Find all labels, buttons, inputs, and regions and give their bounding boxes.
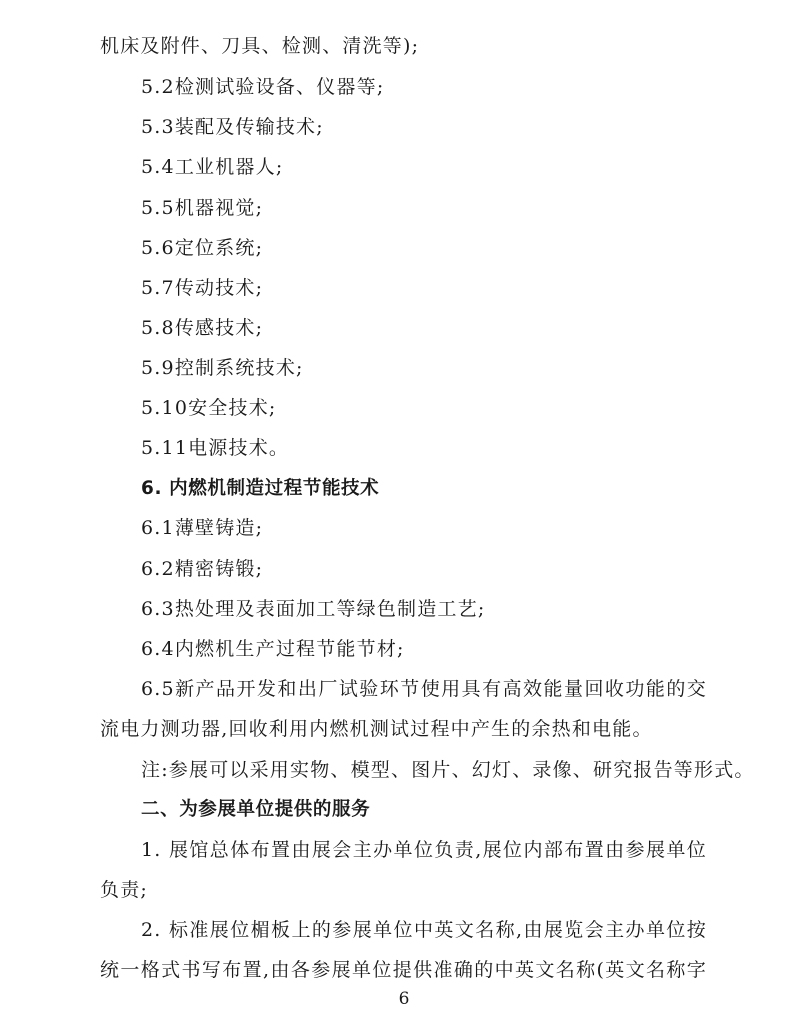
paragraph-line: 2. 标准展位楣板上的参展单位中英文名称,由展览会主办单位按 [141, 919, 707, 941]
section-heading: 二、为参展单位提供的服务 [141, 799, 371, 820]
list-item: 6.1薄壁铸造; [141, 517, 264, 539]
section-heading: 6. 内燃机制造过程节能技术 [141, 478, 380, 499]
paragraph-line: 统一格式书写布置,由各参展单位提供准确的中英文名称(英文名称字 [100, 959, 707, 981]
list-item: 5.2检测试验设备、仪器等; [141, 76, 385, 98]
list-item: 6.2精密铸锻; [141, 558, 264, 580]
text-line: 机床及附件、刀具、检测、清洗等); [100, 35, 420, 57]
list-item: 5.8传感技术; [141, 317, 264, 339]
list-item: 5.7传动技术; [141, 277, 264, 299]
note-line: 注:参展可以采用实物、模型、图片、幻灯、录像、研究报告等形式。 [141, 759, 755, 781]
paragraph-line: 流电力测功器,回收利用内燃机测试过程中产生的余热和电能。 [100, 718, 653, 740]
paragraph-line: 1. 展馆总体布置由展会主办单位负责,展位内部布置由参展单位 [141, 839, 707, 861]
list-item: 5.9控制系统技术; [141, 357, 304, 379]
list-item: 6.3热处理及表面加工等绿色制造工艺; [141, 598, 486, 620]
list-item: 5.6定位系统; [141, 237, 264, 259]
list-item: 5.10安全技术; [141, 397, 277, 419]
list-item: 5.3装配及传输技术; [141, 116, 324, 138]
paragraph-line: 负责; [100, 879, 149, 901]
list-item: 6.4内燃机生产过程节能节材; [141, 638, 405, 660]
list-item: 5.11电源技术。 [141, 437, 290, 459]
page-number: 6 [398, 989, 410, 1009]
list-item: 5.4工业机器人; [141, 156, 284, 178]
list-item: 5.5机器视觉; [141, 197, 264, 219]
paragraph-line: 6.5新产品开发和出厂试验环节使用具有高效能量回收功能的交 [141, 678, 707, 700]
